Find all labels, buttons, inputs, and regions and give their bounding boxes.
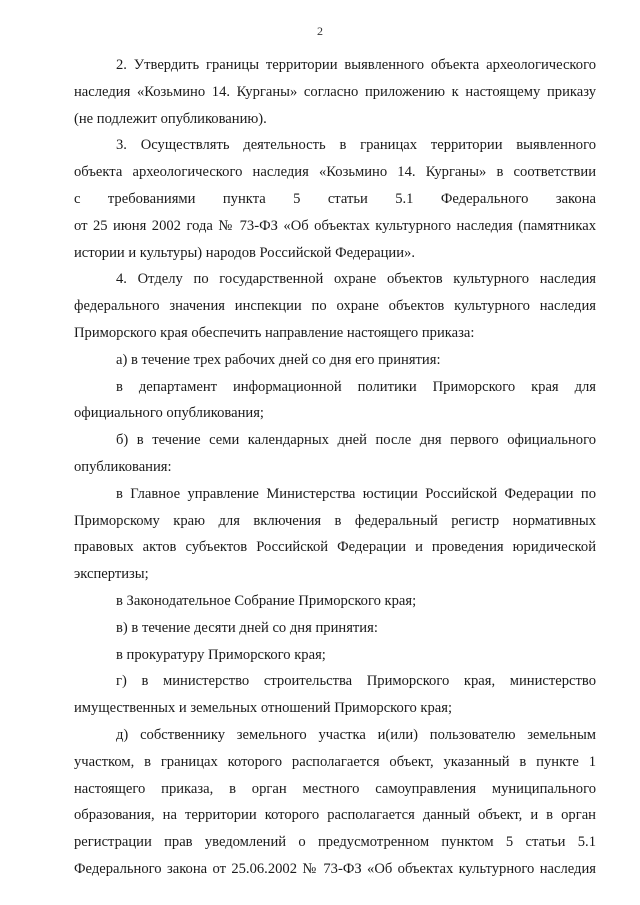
text-line: официального опубликования;: [74, 405, 264, 422]
text-line: 3. Осуществлять деятельность в границах территории выявленного: [116, 137, 596, 154]
text-line: участком, в границах которого располагается объект, указанный в пункте 1: [74, 753, 596, 770]
document-body: [74, 52, 596, 883]
text-line: от 25 июня 2002 года № 73-ФЗ «Об объектах культурного наследия (памятниках: [74, 217, 596, 234]
word: статьи: [327, 190, 368, 207]
subitem-a: [74, 347, 596, 374]
subitem-b: [74, 427, 596, 481]
text-line: в департамент информационной политики Приморского края для: [116, 378, 596, 395]
subitem-v-recipient: [74, 642, 596, 669]
text-line: истории и культуры) народов Российской Федерации».: [74, 244, 415, 261]
subitem-a-recipient: [74, 374, 596, 428]
text-line: имущественных и земельных отношений Приморского края;: [74, 700, 453, 717]
subitem-b-recipient-1: [74, 481, 596, 588]
text-line-spread: [74, 186, 596, 213]
word: пункта: [222, 190, 266, 207]
word: закона: [555, 190, 596, 207]
text-line: б) в течение семи календарных дней после дня первого официального: [116, 432, 596, 449]
subitem-d: [74, 722, 596, 883]
text-line: (не подлежит опубликованию).: [74, 110, 267, 127]
text-line: г) в министерство строительства Приморского края, министерство: [116, 673, 596, 690]
word: с: [74, 190, 81, 207]
paragraph-4: [74, 266, 596, 346]
text-line: федерального значения инспекции по охране объектов культурного наследия: [74, 298, 596, 315]
subitem-g: [74, 668, 596, 722]
word: 5: [293, 190, 301, 207]
text-line: Приморскому краю для включения в федеральный регистр нормативных: [74, 512, 596, 529]
text-line: наследия «Козьмино 14. Курганы» согласно приложению к настоящему приказу: [74, 83, 596, 100]
text-line: экспертизы;: [74, 566, 149, 583]
text-line: Федерального закона от 25.06.2002 № 73-ФЗ «Об объектах культурного наследия: [74, 860, 596, 877]
text-line: в) в течение десяти дней со дня принятия:: [116, 619, 378, 636]
text-line: образования, на территории которого располагается данный объект, и в орган: [74, 807, 596, 824]
text-line: Приморского края обеспечить направление настоящего приказа:: [74, 324, 475, 341]
word: требованиями: [107, 190, 196, 207]
text-line: в Законодательное Собрание Приморского края;: [116, 592, 417, 609]
subitem-v: [74, 615, 596, 642]
subitem-b-recipient-2: [74, 588, 596, 615]
text-line: 2. Утвердить границы территории выявленного объекта археологического: [116, 57, 596, 73]
word: Федерального: [440, 190, 529, 207]
paragraph-2: [74, 52, 596, 132]
text-line: а) в течение трех рабочих дней со дня его принятия:: [116, 351, 441, 368]
text-line: д) собственнику земельного участка и(или) пользователю земельным: [116, 726, 596, 743]
text-line: правовых актов субъектов Российской Федерации и проведения юридической: [74, 539, 596, 556]
text-line: в прокуратуру Приморского края;: [116, 646, 326, 663]
paragraph-3: [74, 132, 596, 266]
text-line: опубликования:: [74, 458, 172, 475]
word: 5.1: [395, 190, 414, 207]
text-line: настоящего приказа, в орган местного самоуправления муниципального: [74, 780, 596, 797]
text-line: 4. Отделу по государственной охране объектов культурного наследия: [116, 271, 596, 288]
page-number: 2: [317, 24, 323, 38]
text-line: регистрации прав уведомлений о предусмотренном пунктом 5 статьи 5.1: [74, 834, 596, 851]
text-line: в Главное управление Министерства юстиции Российской Федерации по: [116, 485, 596, 502]
text-line: объекта археологического наследия «Козьмино 14. Курганы» в соответствии: [74, 164, 596, 181]
